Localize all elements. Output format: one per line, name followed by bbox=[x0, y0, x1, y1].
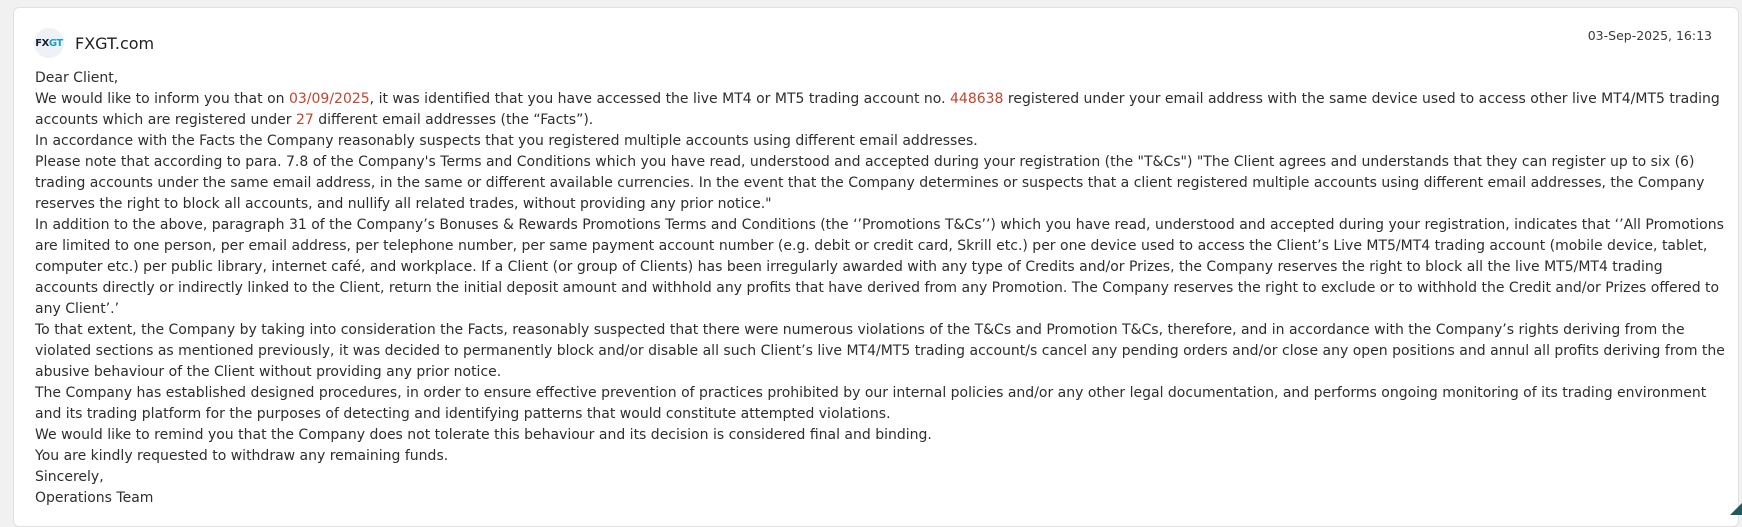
email-body bbox=[35, 68, 1727, 509]
paragraph-suspicion: In accordance with the Facts the Company reasonably suspects that you registered multiple accounts using different email addresses. bbox=[35, 131, 1727, 152]
greeting: Dear Client, bbox=[35, 68, 1727, 89]
closing: Sincerely, bbox=[35, 467, 1727, 488]
signature: Operations Team bbox=[35, 488, 1727, 509]
paragraph-withdraw: You are kindly requested to withdraw any remaining funds. bbox=[35, 446, 1727, 467]
paragraph-final: We would like to remind you that the Company does not tolerate this behaviour and its decision is considered final and binding. bbox=[35, 425, 1727, 446]
p1-text-3: registered under your email address with the same device used to access other live MT4/MT5 trading accounts which are registered under bbox=[35, 91, 1720, 128]
paragraph-access-notice bbox=[35, 89, 1727, 131]
paragraph-promotions-terms: In addition to the above, paragraph 31 of the Company’s Bonuses & Rewards Promotions Terms and Conditions (the ‘’Promotions T&Cs’’) which you have read, understood and accepted during your registration, indicates that ‘’All Promotions are limited to one person, per email address, per telephone number, per same payment account number (e.g. debit or credit card, Skrill etc.) per one device used to access the Client’s Live MT5/MT4 trading account (mobile device, tablet, computer etc.) per public library, internet café, and workplace. If a Client (or group of Clients) has been irregularly awarded with any type of Credits and/or Prizes, the Company reserves the right to block all the live MT5/MT4 trading accounts directly or indirectly linked to the Client, return the initial deposit amount and withhold any profits that have derived from any Promotion. The Company reserves the right to exclude or to withhold the Credit and/or Prizes offered to any Client’.’ bbox=[35, 215, 1727, 320]
corner-accent bbox=[1730, 503, 1742, 515]
email-header bbox=[34, 28, 154, 58]
sender-name[interactable]: FXGT.com bbox=[75, 34, 154, 53]
access-date: 03/09/2025 bbox=[289, 91, 370, 107]
email-date: 03-Sep-2025, 16:13 bbox=[1588, 28, 1712, 43]
email-card bbox=[13, 7, 1739, 527]
paragraph-procedures: The Company has established designed procedures, in order to ensure effective prevention of practices prohibited by our internal policies and/or any other legal documentation, and performs ongoing monitoring of its trading environment and its trading platform for the purposes of detecting and identifying patterns that would constitute attempted violations. bbox=[35, 383, 1727, 425]
p1-text-2: , it was identified that you have accessed the live MT4 or MT5 trading account no. bbox=[370, 91, 950, 107]
p1-text-1: We would like to inform you that on bbox=[35, 91, 289, 107]
paragraph-decision: To that extent, the Company by taking into consideration the Facts, reasonably suspected that there were numerous violations of the T&Cs and Promotion T&Cs, therefore, and in accordance with the Company’s rights deriving from the violated sections as mentioned previously, it was decided to permanently block and/or disable all such Client’s live MT4/MT5 trading account/s cancel any pending orders and/or close any open positions and annul all profits deriving from the abusive behaviour of the Client without providing any prior notice. bbox=[35, 320, 1727, 383]
paragraph-terms: Please note that according to para. 7.8 of the Company's Terms and Conditions which you have read, understood and accepted during your registration (the "T&Cs") "The Client agrees and understands that they can register up to six (6) trading accounts under the same email address, in the same or different available currencies. In the event that the Company determines or suspects that a client registered multiple accounts using different email addresses, the Company reserves the right to block all accounts, and nullify all related trades, without providing any prior notice." bbox=[35, 152, 1727, 215]
fxgt-logo-icon: FX GT bbox=[34, 28, 64, 58]
account-number: 448638 bbox=[950, 91, 1003, 107]
email-address-count: 27 bbox=[296, 112, 314, 128]
p1-text-4: different email addresses (the “Facts”). bbox=[314, 112, 593, 128]
